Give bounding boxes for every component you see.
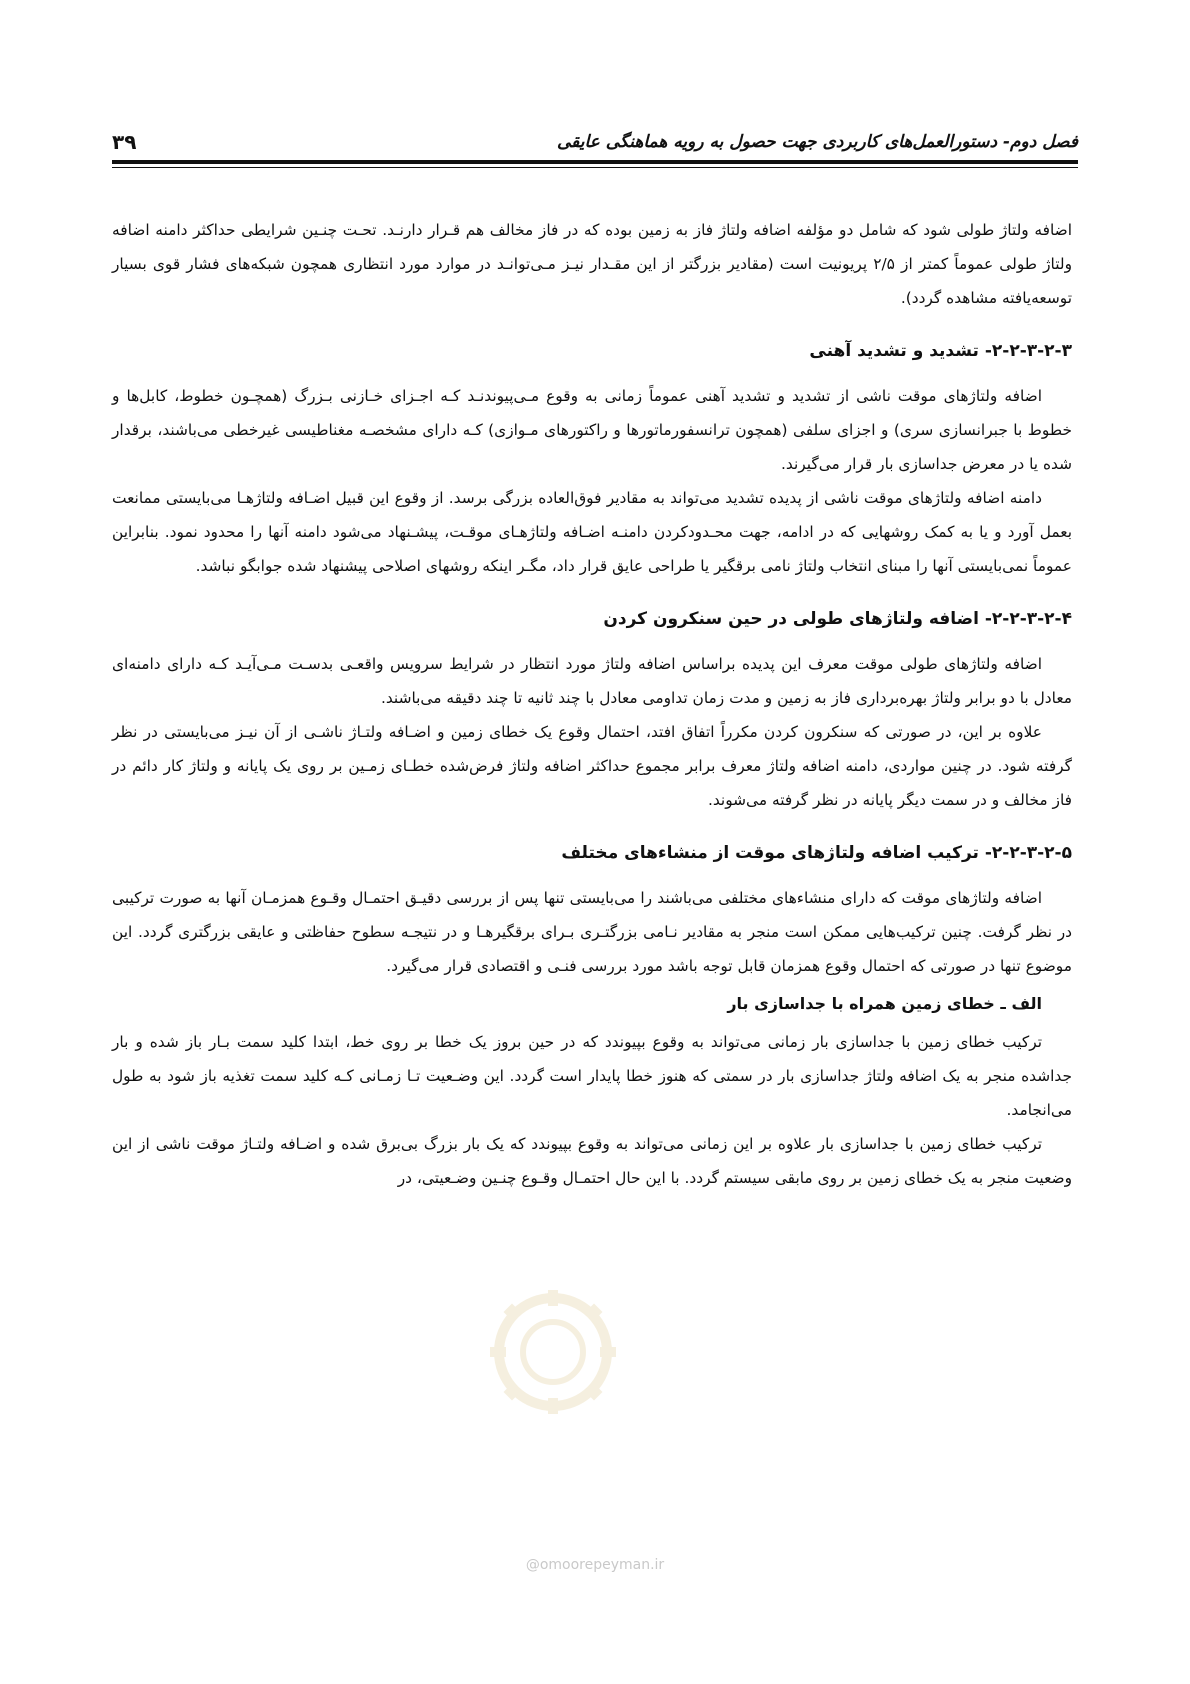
header-rule-thin (112, 167, 1078, 168)
watermark-logo-icon (478, 1290, 628, 1420)
paragraph: ترکیب خطای زمین با جداسازی بار زمانی می‌تواند به وقوع بپیوندد که در حین بروز یک خطا بر روی خط، ابتدا کلید سمت بـار باز شده و بار جداشده منجر به یک اضافه ولتاژ جداسازی بار در سمتی که هنوز خطا پایدار است گردد. این وضـعیت تـا زمـانی کـه کلید سمت تغذیه باز شود به طول می‌انجامد. (112, 1033, 1072, 1119)
section-heading-combination: ۲-۲-۳-۲-۵- ترکیب اضافه ولتاژهای موقت از منشاء‌های مختلف (561, 843, 1072, 863)
watermark-site-text: @omoorepeyman.ir (525, 1557, 665, 1573)
body-text (112, 213, 1072, 1195)
paragraph: اضافه ولتاژهای طولی موقت معرف این پدیده براساس اضافه ولتاژ مورد انتظار در شرایط سرویس واقعـی بدسـت مـی‌آیـد کـه دارای دامنه‌ای معادل با دو برابر ولتاژ بهره‌برداری فاز به زمین و مدت زمان تداومی معادل با چند ثانیه تا چند دقیقه می‌باشند. (112, 655, 1072, 707)
header-rule-thick (112, 160, 1078, 164)
section-heading-resonance: ۲-۲-۳-۲-۳- تشدید و تشدید آهنی (809, 341, 1072, 361)
paragraph: اضافه ولتاژهای موقت که دارای منشاء‌های مختلفی می‌باشند را می‌بایستی تنها پس از بررسی دقیـق احتمـال وقـوع همزمـان آنها به صورت ترکیبی در نظر گرفت. چنین ترکیب‌هایی ممکن است منجر به مقادیر نـامی بزرگتـری بـرای برقگیرهـا و در نتیجـه سطوح حفاظتی و عایقی بزرگتری گردد. این موضوع تنها در صورتی که احتمال وقوع همزمان قابل توجه باشد مورد بررسی فنـی و اقتصادی قرار می‌گیرد. (112, 889, 1072, 975)
paragraph: علاوه بر این، در صورتی که سنکرون کردن مکرراً اتفاق افتد، احتمال وقوع یک خطای زمین و اضـافه ولتـاژ ناشـی از آن نیـز می‌بایستی در نظر گرفته شود. در چنین مواردی، دامنه اضافه ولتاژ معرف برابر مجموع حداکثر اضافه ولتاژ فرض‌شده خطـای زمـین بر روی یک پایانه و ولتاژ کار دائم در فاز مخالف و در سمت دیگر پایانه در نظر گرفته می‌شوند. (112, 723, 1072, 809)
chapter-title: فصل دوم- دستورالعمل‌های کاربردی جهت حصول به رویه هماهنگی عایقی (556, 132, 1078, 152)
subsection-heading-earth-fault: الف ـ خطای زمین همراه با جداسازی بار (727, 994, 1042, 1013)
paragraph: دامنه اضافه ولتاژهای موقت ناشی از پدیده تشدید می‌تواند به مقادیر فوق‌العاده بزرگی برسد. از وقوع این قبیل اضـافه ولتاژهـا می‌بایستی ممانعت بعمل آورد و یا به کمک روشهایی که در ادامه، جهت محـدودکردن دامنـه اضـافه ولتاژهـای موقـت، پیشـنهاد می‌شود دامنه آنها را محدود نمود. بنابراین عموماً نمی‌بایستی آنها را مبنای انتخاب ولتاژ نامی برقگیر یا طراحی عایق قرار داد، مگـر اینکه روشهای اصلاحی پیشنهاد شده جوابگو نباشد. (112, 489, 1072, 575)
section-heading-synchronizing: ۲-۲-۳-۲-۴- اضافه ولتاژهای طولی در حین سنکرون کردن (603, 609, 1072, 629)
paragraph: ترکیب خطای زمین با جداسازی بار علاوه بر این زمانی می‌تواند به وقوع بپیوندد که یک بار بزرگ بی‌برق شده و اضـافه ولتـاژ موقت ناشی از این وضعیت منجر به یک خطای زمین بر روی مابقی سیستم گردد. با این حال احتمـال وقـوع چنـین وضـعیتی، در (112, 1135, 1072, 1187)
running-header (112, 128, 1078, 164)
page-number: ۳۹ (112, 130, 137, 154)
paragraph: اضافه ولتاژهای موقت ناشی از تشدید و تشدید آهنی عموماً زمانی به وقوع مـی‌پیوندنـد کـه اجـزای خـازنی بـزرگ (همچـون خطوط، کابل‌ها و خطوط با جبرانسازی سری) و اجزای سلفی (همچون ترانسفورماتورها و راکتورهای مـوازی) کـه دارای مشخصـه مغناطیسی غیرخطی می‌باشند، برقدار شده یا در معرض جداسازی بار قرار می‌گیرند. (112, 387, 1072, 473)
intro-paragraph: اضافه ولتاژ طولی شود که شامل دو مؤلفه اضافه ولتاژ فاز به زمین بوده که در فاز مخالف هم قـرار دارنـد. تحـت چنـین شرایطی حداکثر دامنه اضافه ولتاژ طولی عموماً کمتر از ۲/۵ پریونیت است (مقادیر بزرگتر از این مقـدار نیـز مـی‌توانـد در موارد مورد انتظاری همچون شبکه‌های فشار قوی بسیار توسعه‌یافته مشاهده گردد). (112, 221, 1072, 307)
